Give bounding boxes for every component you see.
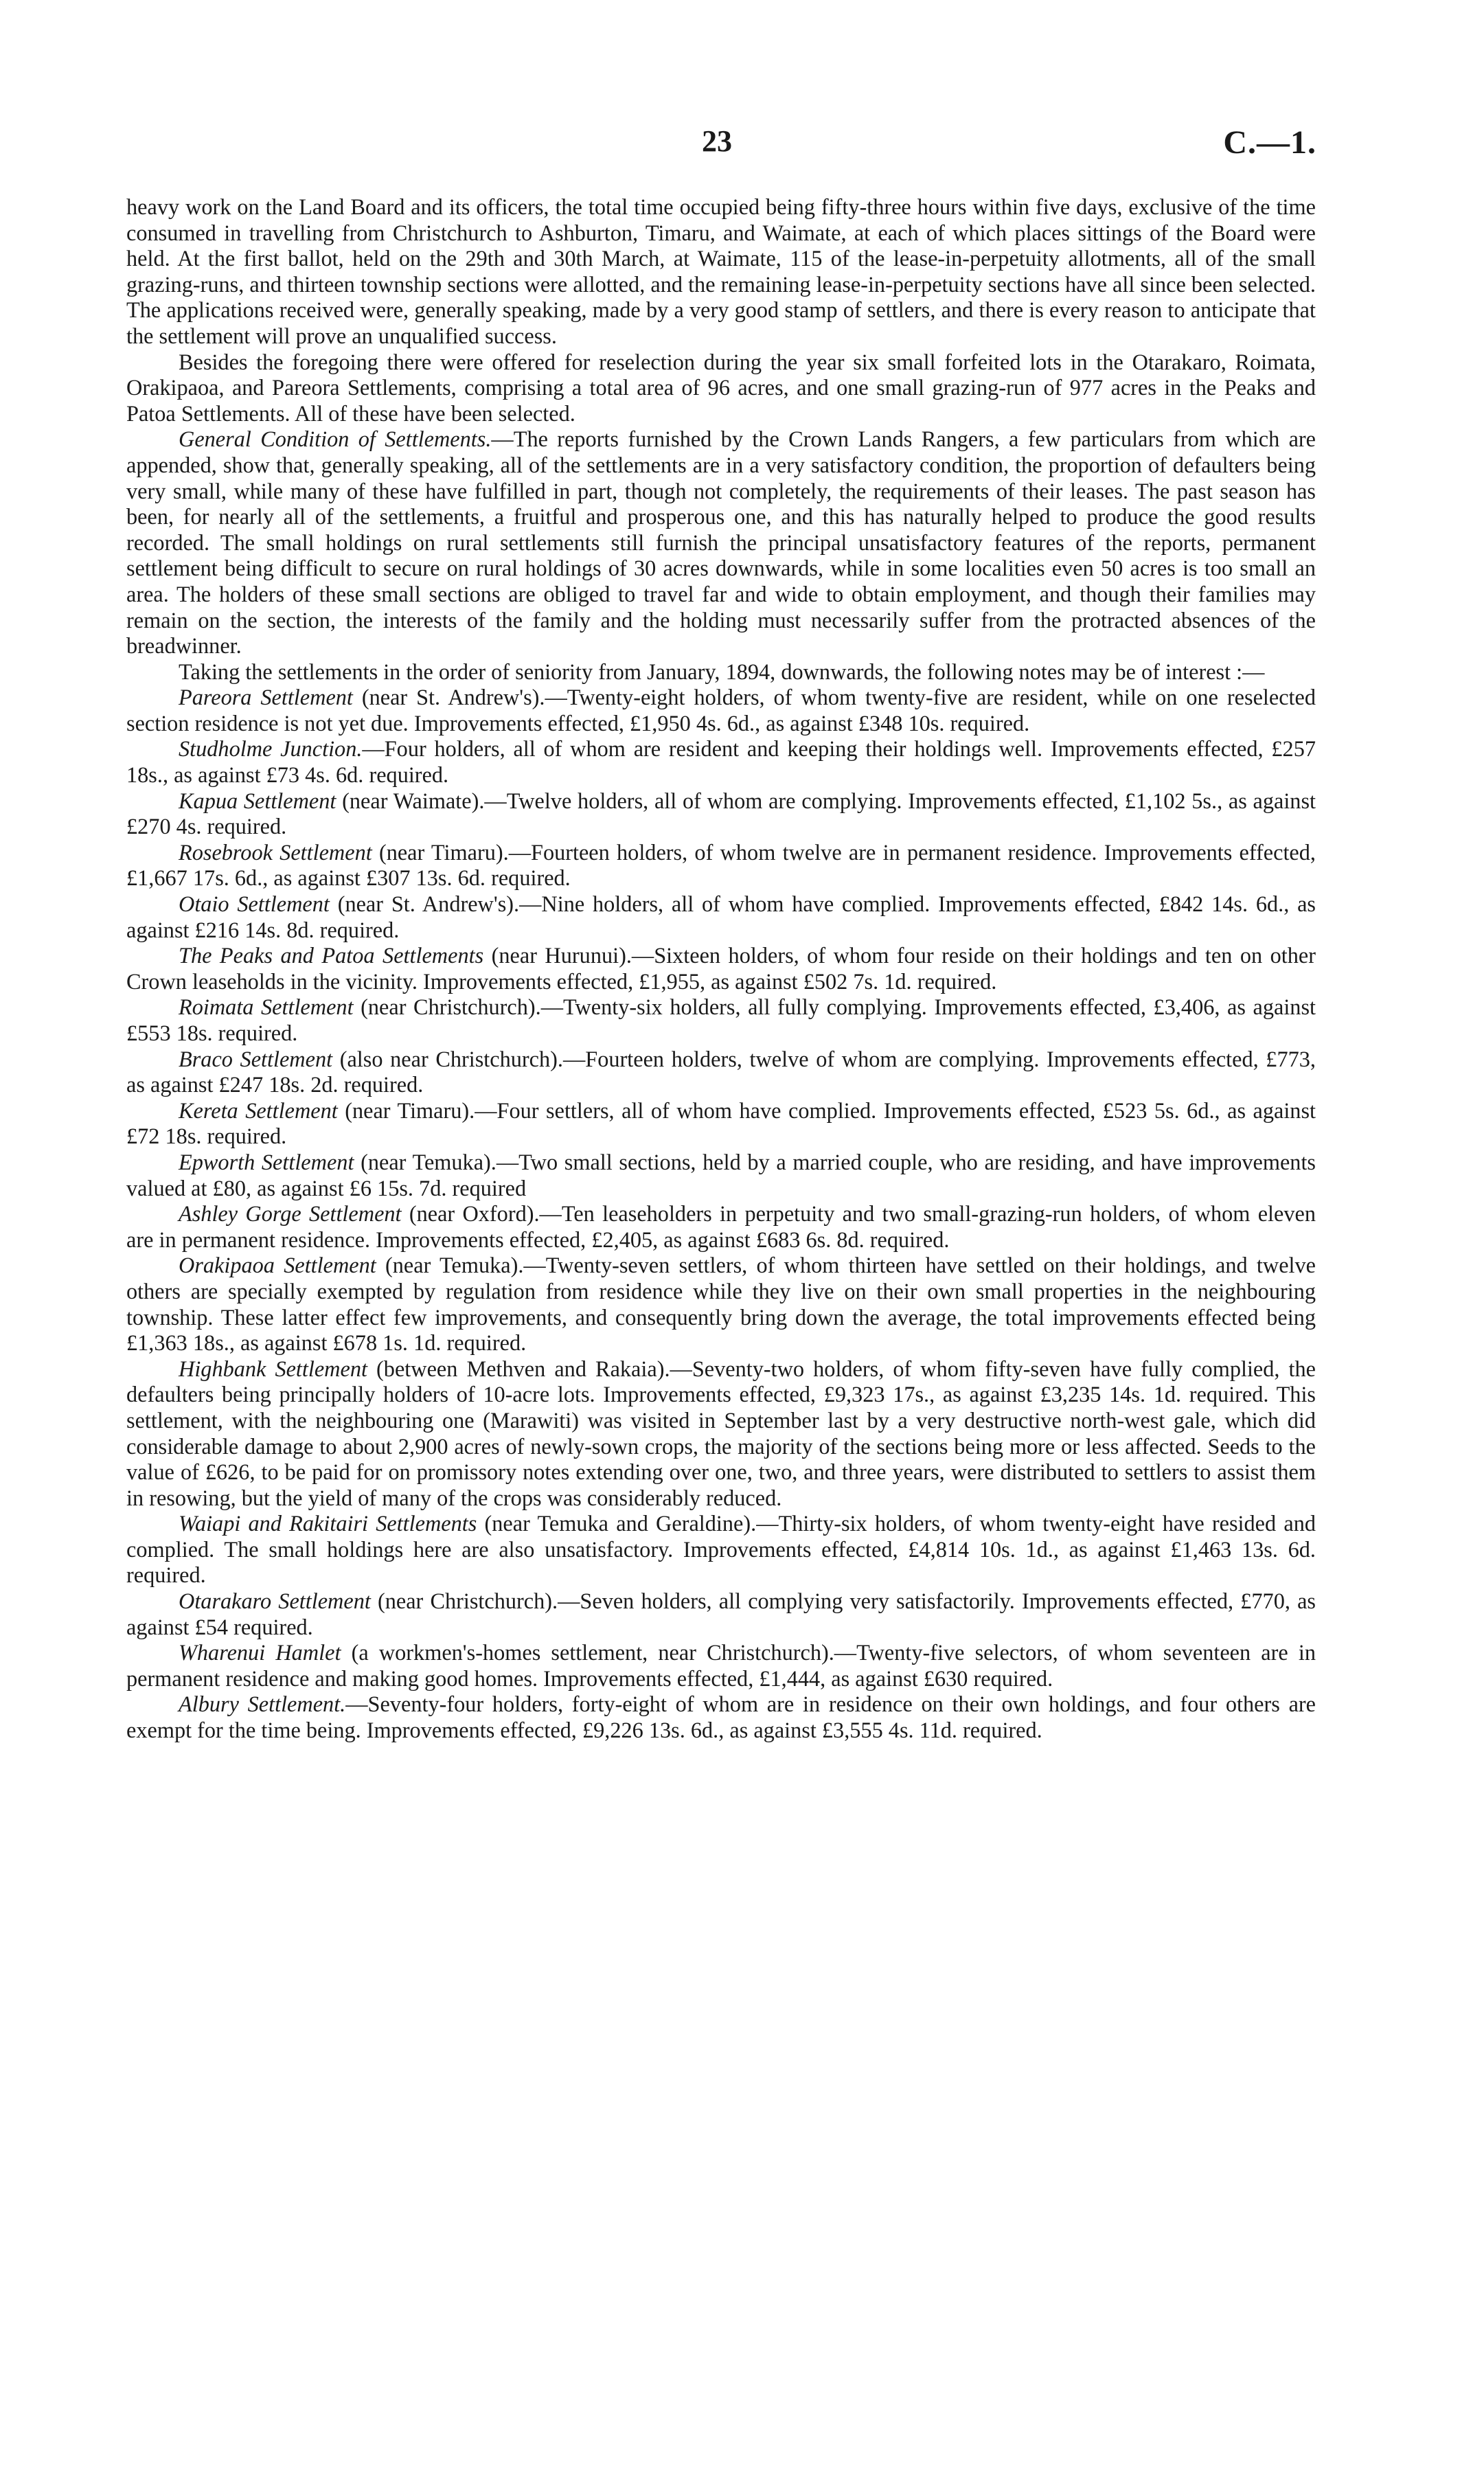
paragraph-epworth: Epworth Settlement (near Temuka).—Two small sections, held by a married couple, who are residing, and have improvements valued at £80, as against £6 15s. 7d. required — [126, 1149, 1316, 1200]
paragraph-waiapi-rakitairi: Waiapi and Rakitairi Settlements (near Temuka and Geraldine).—Thirty-six holders, of whom twenty-eight have resided and complied. The small holdings here are also unsatisfactory. Improvements effected, £4,814 10s. 1d., as against £1,463 13s. 6d. required. — [126, 1511, 1316, 1588]
paragraph-reselection: Besides the foregoing there were offered for reselection during the year six small forfeited lots in the Otarakaro, Roimata, Orakipaoa, and Pareora Settlements, comprising a total area of 96 acres, and one small grazing-run of 977 acres in the Peaks and Patoa Settlements. All of these have been selected. — [126, 349, 1316, 426]
paragraph-wharenui: Wharenui Hamlet (a workmen's-homes settlement, near Christchurch).—Twenty-five selectors, of whom seventeen are in permanent residence and making good homes. Improvements effected, £1,444, as against £630 required. — [126, 1640, 1316, 1691]
settlement-name: Otarakaro Settlement — [179, 1589, 371, 1614]
page-number: 23 — [702, 124, 732, 158]
paragraph-otaio: Otaio Settlement (near St. Andrew's).—Nine holders, all of whom have complied. Improvements effected, £842 14s. 6d., as against £216 14s. 8d. required. — [126, 891, 1316, 942]
paragraph-pareora: Pareora Settlement (near St. Andrew's).—Twenty-eight holders, of whom twenty-five are resident, while on one reselected section residence is not yet due. Improvements effected, £1,950 4s. 6d., as against £348 10s. required. — [126, 685, 1316, 736]
paragraph-ashley-gorge: Ashley Gorge Settlement (near Oxford).—Ten leaseholders in perpetuity and two small-grazing-run holders, of whom eleven are in permanent residence. Improvements effected, £2,405, as against £683 6s. 8d. required. — [126, 1201, 1316, 1252]
settlement-name: Ashley Gorge Settlement — [179, 1201, 402, 1227]
page-header — [0, 124, 1484, 165]
paragraph-highbank: Highbank Settlement (between Methven and Rakaia).—Seventy-two holders, of whom fifty-seven have fully complied, the defaulters being principally holders of 10-acre lots. Improvements effected, £9,323 17s., as against £3,235 14s. 1d. required. This settlement, with the neighbouring one (Marawiti) was visited in September last by a very destructive north-west gale, which did considerable damage to about 2,900 acres of newly-sown crops, the majority of the sections being more or less affected. Seeds to the value of £626, to be paid for on promissory notes extending over one, two, and three years, were distributed to settlers to assist them in resowing, but the yield of many of the crops was considerably reduced. — [126, 1356, 1316, 1510]
settlement-name: Pareora Settlement — [179, 685, 353, 710]
settlement-name: Albury Settlement. — [179, 1692, 346, 1717]
paragraph-kereta: Kereta Settlement (near Timaru).—Four settlers, all of whom have complied. Improvements effected, £523 5s. 6d., as against £72 18s. required. — [126, 1097, 1316, 1149]
paragraph-orakipaoa: Orakipaoa Settlement (near Temuka).—Twenty-seven settlers, of whom thirteen have settled on their holdings, and twelve others are specially exempted by regulation from residence while they live on their own small properties in the neighbouring township. These latter effect few improvements, and consequently bring down the average, the total improvements effected being £1,363 18s., as against £678 1s. 1d. required. — [126, 1253, 1316, 1356]
document-code: C.—1. — [1223, 124, 1316, 161]
settlement-name: Braco Settlement — [179, 1046, 333, 1071]
settlement-name: Waiapi and Rakitairi Settlements — [179, 1511, 477, 1536]
paragraph-braco: Braco Settlement (also near Christchurch).—Fourteen holders, twelve of whom are complying. Improvements effected, £773, as against £247 18s. 2d. required. — [126, 1046, 1316, 1097]
body-text — [126, 194, 1316, 1744]
paragraph-kapua: Kapua Settlement (near Waimate).—Twelve holders, all of whom are complying. Improvements effected, £1,102 5s., as against £270 4s. required. — [126, 788, 1316, 839]
settlement-name: The Peaks and Patoa Settlements — [179, 943, 484, 968]
paragraph-studholme: Studholme Junction.—Four holders, all of whom are resident and keeping their holdings well. Improvements effected, £257 18s., as against £73 4s. 6d. required. — [126, 736, 1316, 788]
paragraph-otarakaro: Otarakaro Settlement (near Christchurch).—Seven holders, all complying very satisfactorily. Improvements effected, £770, as against £54 required. — [126, 1589, 1316, 1639]
settlement-name: Kereta Settlement — [179, 1097, 338, 1123]
settlement-name: Rosebrook Settlement — [179, 839, 372, 865]
paragraph-intro: heavy work on the Land Board and its officers, the total time occupied being fifty-three hours within five days, exclusive of the time consumed in travelling from Christchurch to Ashburton, Timaru, and Waimate, at each of which places sittings of the Board were held. At the first ballot, held on the 29th and 30th March, at Waimate, 115 of the lease-in-perpetuity allotments, all of the small grazing-runs, and thirteen township sections were allotted, and the remaining lease-in-perpetuity sections have all since been selected. The applications received were, generally speaking, made by a very good stamp of settlers, and there is every reason to anticipate that the settlement will prove an unqualified success. — [126, 194, 1316, 348]
paragraph-albury: Albury Settlement.—Seventy-four holders, forty-eight of whom are in residence on their own holdings, and four others are exempt for the time being. Improvements effected, £9,226 13s. 6d., as against £3,555 4s. 11d. required. — [126, 1692, 1316, 1743]
settlement-name: Kapua Settlement — [179, 788, 336, 813]
settlement-name: Otaio Settlement — [179, 891, 330, 917]
section-heading: General Condition of Settlements. — [179, 426, 492, 452]
settlement-name: Studholme Junction. — [179, 736, 363, 762]
settlement-name: Highbank Settlement — [179, 1356, 367, 1381]
paragraph-roimata: Roimata Settlement (near Christchurch).—Twenty-six holders, all fully complying. Improvements effected, £3,406, as against £553 18s. required. — [126, 994, 1316, 1045]
settlement-name: Orakipaoa Settlement — [179, 1253, 376, 1278]
paragraph-rosebrook: Rosebrook Settlement (near Timaru).—Fourteen holders, of whom twelve are in permanent residence. Improvements effected, £1,667 17s. 6d., as against £307 13s. 6d. required. — [126, 839, 1316, 891]
settlement-name: Epworth Settlement — [179, 1149, 354, 1174]
settlement-name: Wharenui Hamlet — [179, 1640, 341, 1665]
paragraph-notes-intro: Taking the settlements in the order of seniority from January, 1894, downwards, the following notes may be of interest :— — [179, 659, 1265, 684]
paragraph-peaks-patoa: The Peaks and Patoa Settlements (near Hurunui).—Sixteen holders, of whom four reside on their holdings and ten on other Crown leaseholds in the vicinity. Improvements effected, £1,955, as against £502 7s. 1d. required. — [126, 943, 1316, 994]
settlement-name: Roimata Settlement — [179, 994, 354, 1020]
paragraph-general-condition: General Condition of Settlements.—The reports furnished by the Crown Lands Rangers, a few particulars from which are appended, show that, generally speaking, all of the settlements are in a very satisfactory condition, the proportion of defaulters being very small, while many of these have fulfilled in part, though not completely, the requirements of their leases. The past season has been, for nearly all of the settlements, a fruitful and prosperous one, and this has naturally helped to produce the good results recorded. The small holdings on rural settlements still furnish the principal unsatisfactory features of the reports, permanent settlement being difficult to secure on rural holdings of 30 acres downwards, while in some localities even 50 acres is too small an area. The holders of these small sections are obliged to travel far and wide to obtain employment, and though their families may remain on the section, the interests of the family and the holding must necessarily suffer from the protracted absences of the breadwinner. — [126, 426, 1316, 659]
